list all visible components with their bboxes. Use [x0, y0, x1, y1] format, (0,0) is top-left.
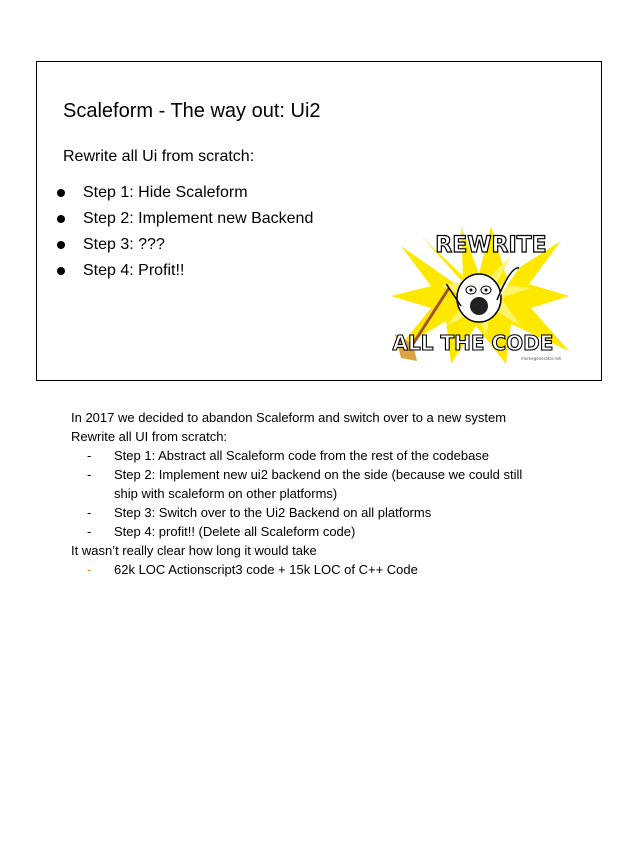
rewrite-meme-image: [391, 226, 569, 364]
notes-step-text: Step 4: profit!! (Delete all Scaleform code): [114, 524, 356, 539]
slide-title: Scaleform - The way out: Ui2: [63, 100, 321, 122]
notes-step-continuation: ship with scaleform on other platforms): [114, 486, 338, 501]
slide-subtitle: Rewrite all Ui from scratch:: [63, 148, 255, 165]
notes-line: Rewrite all UI from scratch:: [71, 429, 228, 444]
notes-loc-text: 62k LOC Actionscript3 code + 15k LOC of C++ Code: [114, 562, 418, 577]
bullet-item: [57, 258, 313, 284]
bullet-item: [57, 206, 313, 232]
meme-top-text: REWRITE: [435, 233, 547, 258]
speaker-notes: [71, 408, 522, 579]
dash-icon: -: [87, 524, 92, 539]
bullet-icon: [57, 241, 65, 249]
bullet-list: [57, 180, 313, 284]
bullet-text: Step 3: ???: [83, 236, 165, 253]
bullet-text: Step 4: Profit!!: [83, 262, 185, 279]
notes-step: [71, 503, 522, 522]
notes-step: [71, 465, 522, 484]
dash-icon: -: [87, 467, 92, 482]
notes-step-text: Step 2: Implement new ui2 backend on the side (because we could still: [114, 467, 523, 482]
dash-icon: -: [87, 505, 92, 520]
bullet-text: Step 1: Hide Scaleform: [83, 184, 248, 201]
notes-line: In 2017 we decided to abandon Scaleform and switch over to a new system: [71, 410, 507, 425]
bullet-item: [57, 232, 313, 258]
notes-step: [71, 446, 522, 465]
notes-step-text: Step 1: Abstract all Scaleform code from the rest of the codebase: [114, 448, 490, 463]
bullet-icon: [57, 215, 65, 223]
notes-step-text: Step 3: Switch over to the Ui2 Backend on all platforms: [114, 505, 432, 520]
notes-line: It wasn’t really clear how long it would take: [71, 543, 317, 558]
notes-step: [71, 522, 522, 541]
bullet-icon: [57, 189, 65, 197]
dash-icon: -: [87, 562, 92, 577]
bullet-icon: [57, 267, 65, 275]
notes-step: [71, 560, 522, 579]
bullet-text: Step 2: Implement new Backend: [83, 210, 314, 227]
meme-watermark: memegenerator.net: [521, 356, 561, 361]
bullet-item: [57, 180, 313, 206]
dash-icon: -: [87, 448, 92, 463]
meme-bottom-text: ALL THE CODE: [392, 331, 554, 355]
slide-frame: [36, 61, 602, 381]
